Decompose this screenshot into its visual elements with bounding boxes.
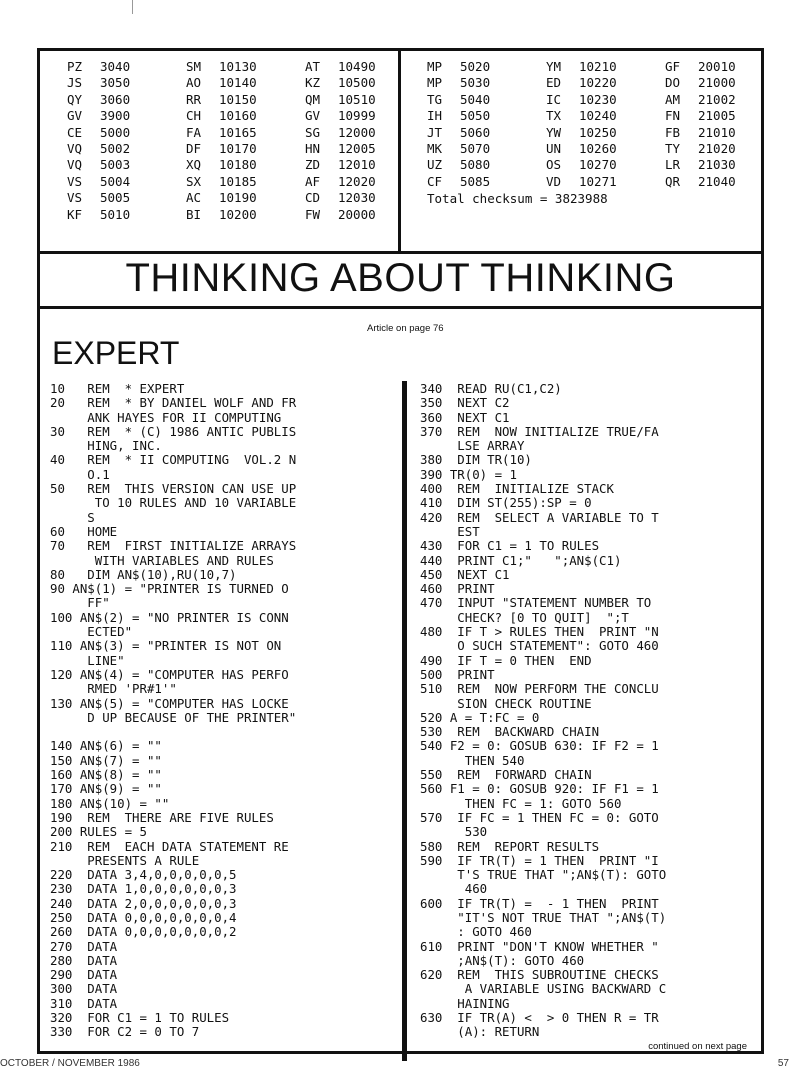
checksum-code: DF — [186, 141, 202, 157]
program-title: EXPERT — [52, 335, 180, 371]
code-line: A VARIABLE USING BACKWARD C — [420, 981, 667, 997]
checksum-line-number: 21000 — [698, 75, 736, 91]
checksum-row — [427, 108, 784, 124]
checksum-line-number: 10170 — [219, 141, 257, 157]
code-line: 210 REM EACH DATA STATEMENT RE — [50, 838, 289, 854]
code-line: 350 NEXT C2 — [420, 395, 510, 411]
code-line: CHECK? [0 TO QUIT] ";T — [420, 609, 629, 625]
code-line: LSE ARRAY — [420, 438, 525, 454]
checksum-code: GF — [665, 59, 681, 74]
code-column-right — [420, 382, 760, 1040]
code-line: "IT'S NOT TRUE THAT ";AN$(T) — [420, 909, 667, 925]
code-line: 540 F2 = 0: GOSUB 630: IF F2 = 1 — [420, 738, 659, 754]
code-line: 320 FOR C1 = 1 TO RULES — [50, 1010, 230, 1026]
checksum-code: PZ — [67, 59, 83, 74]
checksum-line-number: 12005 — [338, 141, 376, 157]
code-line: 80 DIM AN$(10),RU(10,7) — [50, 566, 237, 582]
checksum-line-number: 5080 — [460, 157, 491, 173]
code-line: 590 IF TR(T) = 1 THEN PRINT "I — [420, 852, 659, 868]
checksum-line-number: 10185 — [219, 173, 257, 189]
checksum-code: HN — [305, 141, 321, 157]
checksum-code: YM — [546, 59, 562, 74]
code-line: 310 DATA — [50, 995, 118, 1011]
code-line: 260 DATA 0,0,0,0,0,0,0,2 — [50, 924, 237, 940]
code-line: 580 REM REPORT RESULTS — [420, 838, 600, 854]
code-line: 230 DATA 1,0,0,0,0,0,0,3 — [50, 881, 237, 897]
checksum-line-number: 10210 — [579, 59, 617, 74]
total-checksum: Total checksum = 3823988 — [427, 191, 608, 206]
checksum-row — [427, 174, 784, 190]
checksum-code: IC — [546, 91, 562, 107]
section-title: THINKING ABOUT THINKING — [125, 256, 676, 300]
checksum-row — [67, 59, 424, 75]
checksum-line-number: 5030 — [460, 75, 491, 91]
code-line: 480 IF T > RULES THEN PRINT "N — [420, 624, 659, 640]
checksum-line-number: 5060 — [460, 124, 491, 140]
checksum-code: GV — [67, 108, 83, 124]
code-line: 600 IF TR(T) = - 1 THEN PRINT — [420, 895, 659, 911]
checksum-line-number: 5004 — [100, 173, 131, 189]
checksum-row — [67, 92, 424, 108]
checksum-row — [67, 207, 424, 223]
code-line: 40 REM * II COMPUTING VOL.2 N — [50, 452, 297, 468]
checksum-code: OS — [546, 157, 562, 173]
code-line: 370 REM NOW INITIALIZE TRUE/FA — [420, 423, 659, 439]
code-line: 30 REM * (C) 1986 ANTIC PUBLIS — [50, 423, 297, 439]
checksum-line-number: 5040 — [460, 91, 491, 107]
code-line: O.1 — [50, 466, 110, 482]
code-line: 250 DATA 0,0,0,0,0,0,0,4 — [50, 909, 237, 925]
checksum-code: LR — [665, 157, 681, 173]
checksum-line-number: 10500 — [338, 75, 376, 91]
code-line: 290 DATA — [50, 967, 118, 983]
code-line: 130 AN$(5) = "COMPUTER HAS LOCKE — [50, 695, 289, 711]
checksum-code: XQ — [186, 157, 202, 173]
footer-page-number: 57 — [777, 1058, 789, 1069]
section-title-banner — [37, 251, 764, 309]
checksum-code: AT — [305, 59, 321, 74]
checksum-code: RR — [186, 91, 202, 107]
checksum-grid-right — [427, 59, 784, 190]
checksum-code: BI — [186, 206, 202, 222]
checksum-line-number: 3050 — [100, 75, 131, 91]
checksum-line-number: 21030 — [698, 157, 736, 173]
code-line: 20 REM * BY DANIEL WOLF AND FR — [50, 395, 297, 411]
checksum-line-number: 10165 — [219, 124, 257, 140]
code-line: 570 IF FC = 1 THEN FC = 0: GOTO — [420, 809, 659, 825]
checksum-line-number: 10150 — [219, 91, 257, 107]
code-line: ;AN$(T): GOTO 460 — [420, 952, 585, 968]
checksum-code: CF — [427, 173, 443, 189]
code-line: 330 FOR C2 = 0 TO 7 — [50, 1024, 200, 1040]
checksum-line-number: 12000 — [338, 124, 376, 140]
checksum-line-number: 10200 — [219, 206, 257, 222]
checksum-line-number: 3040 — [100, 59, 131, 74]
code-line: HAINING — [420, 995, 510, 1011]
checksum-table-right — [398, 48, 764, 254]
checksum-line-number: 21010 — [698, 124, 736, 140]
checksum-code: VD — [546, 173, 562, 189]
checksum-line-number: 10250 — [579, 124, 617, 140]
checksum-code: KF — [67, 206, 83, 222]
checksum-grid-left — [67, 59, 424, 223]
code-line: (A): RETURN — [420, 1024, 540, 1040]
checksum-row — [427, 92, 784, 108]
checksum-row — [427, 157, 784, 173]
code-line: 170 AN$(9) = "" — [50, 781, 162, 797]
code-line: 90 AN$(1) = "PRINTER IS TURNED O — [50, 581, 289, 597]
code-line: FF" — [50, 595, 110, 611]
checksum-code: AO — [186, 75, 202, 91]
checksum-row — [427, 141, 784, 157]
code-line: HING, INC. — [50, 438, 162, 454]
checksum-line-number: 10230 — [579, 91, 617, 107]
code-line: 610 PRINT "DON'T KNOW WHETHER " — [420, 938, 659, 954]
code-line: 200 RULES = 5 — [50, 824, 147, 840]
code-line: 360 NEXT C1 — [420, 409, 510, 425]
code-line: 190 REM THERE ARE FIVE RULES — [50, 809, 274, 825]
code-line: 630 IF TR(A) < > 0 THEN R = TR — [420, 1010, 659, 1026]
checksum-row — [427, 125, 784, 141]
code-line: 460 — [420, 881, 488, 897]
checksum-row — [67, 141, 424, 157]
page-edge-mark — [132, 0, 133, 14]
code-line: 110 AN$(3) = "PRINTER IS NOT ON — [50, 638, 282, 654]
code-line: 560 F1 = 0: GOSUB 920: IF F1 = 1 — [420, 781, 659, 797]
column-divider — [402, 381, 407, 1061]
code-line: 460 PRINT — [420, 581, 495, 597]
code-line: 160 AN$(8) = "" — [50, 767, 162, 783]
checksum-line-number: 21040 — [698, 173, 736, 189]
code-line: ECTED" — [50, 624, 133, 640]
checksum-code: UN — [546, 141, 562, 157]
code-line: 50 REM THIS VERSION CAN USE UP — [50, 481, 297, 497]
checksum-code: ED — [546, 75, 562, 91]
code-line: : GOTO 460 — [420, 924, 532, 940]
code-line: 60 HOME — [50, 523, 118, 539]
code-line: 400 REM INITIALIZE STACK — [420, 481, 614, 497]
checksum-code: CH — [186, 108, 202, 124]
code-line: 150 AN$(7) = "" — [50, 752, 162, 768]
checksum-line-number: 5002 — [100, 141, 131, 157]
code-line: PRESENTS A RULE — [50, 852, 200, 868]
code-line: 430 FOR C1 = 1 TO RULES — [420, 538, 600, 554]
checksum-table-left — [37, 48, 402, 254]
checksum-line-number: 10220 — [579, 75, 617, 91]
checksum-row — [427, 75, 784, 91]
checksum-line-number: 20010 — [698, 59, 736, 74]
checksum-code: MP — [427, 59, 443, 74]
code-line: EST — [420, 523, 480, 539]
code-line: 420 REM SELECT A VARIABLE TO T — [420, 509, 659, 525]
checksum-line-number: 21005 — [698, 108, 736, 124]
checksum-code: QM — [305, 91, 321, 107]
checksum-line-number: 21020 — [698, 141, 736, 157]
code-line: 390 TR(0) = 1 — [420, 466, 517, 482]
checksum-code: FA — [186, 124, 202, 140]
checksum-line-number: 3060 — [100, 91, 131, 107]
code-line: WITH VARIABLES AND RULES — [50, 552, 274, 568]
checksum-line-number: 3900 — [100, 108, 131, 124]
checksum-code: KZ — [305, 75, 321, 91]
checksum-code: IH — [427, 108, 443, 124]
checksum-code: MP — [427, 75, 443, 91]
code-line: 140 AN$(6) = "" — [50, 738, 162, 754]
checksum-line-number: 12020 — [338, 173, 376, 189]
code-line: 70 REM FIRST INITIALIZE ARRAYS — [50, 538, 297, 554]
article-reference: Article on page 76 — [367, 323, 444, 334]
checksum-line-number: 10240 — [579, 108, 617, 124]
code-line: SION CHECK ROUTINE — [420, 695, 592, 711]
code-line: THEN FC = 1: GOTO 560 — [420, 795, 622, 811]
checksum-line-number: 5085 — [460, 173, 491, 189]
checksum-code: JS — [67, 75, 83, 91]
code-line: 620 REM THIS SUBROUTINE CHECKS — [420, 967, 659, 983]
checksum-line-number: 12010 — [338, 157, 376, 173]
checksum-code: SX — [186, 173, 202, 189]
checksum-code: AC — [186, 190, 202, 206]
code-line: 500 PRINT — [420, 666, 495, 682]
checksum-code: QR — [665, 173, 681, 189]
checksum-line-number: 5003 — [100, 157, 131, 173]
code-line: RMED 'PR#1'" — [50, 681, 177, 697]
checksum-code: SG — [305, 124, 321, 140]
code-column-left — [50, 382, 395, 1040]
checksum-code: JT — [427, 124, 443, 140]
checksum-row — [67, 75, 424, 91]
checksum-line-number: 10271 — [579, 173, 617, 189]
checksum-code: DO — [665, 75, 681, 91]
checksum-line-number: 10140 — [219, 75, 257, 91]
checksum-line-number: 10180 — [219, 157, 257, 173]
code-line: 100 AN$(2) = "NO PRINTER IS CONN — [50, 609, 289, 625]
checksum-line-number: 10160 — [219, 108, 257, 124]
code-line: ANK HAYES FOR II COMPUTING — [50, 409, 282, 425]
checksum-code: VQ — [67, 141, 83, 157]
code-line: 530 REM BACKWARD CHAIN — [420, 724, 600, 740]
code-line: 340 READ RU(C1,C2) — [420, 381, 562, 396]
checksum-code: FW — [305, 206, 321, 222]
checksum-code: ZD — [305, 157, 321, 173]
checksum-code: CD — [305, 190, 321, 206]
checksum-line-number: 10270 — [579, 157, 617, 173]
code-line: 120 AN$(4) = "COMPUTER HAS PERFO — [50, 666, 289, 682]
checksum-code: CE — [67, 124, 83, 140]
code-line: S — [50, 509, 95, 525]
checksum-line-number: 5010 — [100, 206, 131, 222]
code-line: 490 IF T = 0 THEN END — [420, 652, 592, 668]
footer-date: OCTOBER / NOVEMBER 1986 — [0, 1058, 140, 1069]
checksum-line-number: 5005 — [100, 190, 131, 206]
code-line: TO 10 RULES AND 10 VARIABLE — [50, 495, 297, 511]
checksum-line-number: 20000 — [338, 206, 376, 222]
code-line: 10 REM * EXPERT — [50, 381, 185, 396]
checksum-code: AM — [665, 91, 681, 107]
checksum-line-number: 5050 — [460, 108, 491, 124]
checksum-line-number: 10130 — [219, 59, 257, 74]
code-line: 470 INPUT "STATEMENT NUMBER TO — [420, 595, 652, 611]
checksum-code: VQ — [67, 157, 83, 173]
checksum-code: VS — [67, 190, 83, 206]
code-line: 270 DATA — [50, 938, 118, 954]
checksum-code: TY — [665, 141, 681, 157]
code-line: 240 DATA 2,0,0,0,0,0,0,3 — [50, 895, 237, 911]
checksum-row — [67, 190, 424, 206]
code-line: 220 DATA 3,4,0,0,0,0,0,5 — [50, 867, 237, 883]
checksum-line-number: 10999 — [338, 108, 376, 124]
checksum-code: TX — [546, 108, 562, 124]
checksum-line-number: 10490 — [338, 59, 376, 74]
checksum-line-number: 10190 — [219, 190, 257, 206]
checksum-line-number: 5020 — [460, 59, 491, 74]
code-line: 510 REM NOW PERFORM THE CONCLU — [420, 681, 659, 697]
code-line: 550 REM FORWARD CHAIN — [420, 767, 592, 783]
checksum-code: UZ — [427, 157, 443, 173]
checksum-code: GV — [305, 108, 321, 124]
checksum-code: FN — [665, 108, 681, 124]
code-line — [50, 725, 395, 739]
checksum-code: YW — [546, 124, 562, 140]
checksum-line-number: 10510 — [338, 91, 376, 107]
checksum-code: TG — [427, 91, 443, 107]
checksum-code: SM — [186, 59, 202, 74]
code-line: O SUCH STATEMENT": GOTO 460 — [420, 638, 659, 654]
checksum-row — [427, 59, 784, 75]
checksum-row — [67, 174, 424, 190]
checksum-line-number: 5070 — [460, 141, 491, 157]
code-line: 520 A = T:FC = 0 — [420, 709, 540, 725]
code-line: 410 DIM ST(255):SP = 0 — [420, 495, 592, 511]
checksum-row — [67, 157, 424, 173]
code-line: 180 AN$(10) = "" — [50, 795, 170, 811]
code-line: 450 NEXT C1 — [420, 566, 510, 582]
program-listing — [37, 306, 764, 1054]
code-line: 440 PRINT C1;" ";AN$(C1) — [420, 552, 622, 568]
checksum-code: MK — [427, 141, 443, 157]
continued-note: continued on next page — [648, 1041, 747, 1052]
code-line: 530 — [420, 824, 488, 840]
checksum-row — [67, 108, 424, 124]
code-line: 300 DATA — [50, 981, 118, 997]
checksum-line-number: 21002 — [698, 91, 736, 107]
code-line: T'S TRUE THAT ";AN$(T): GOTO — [420, 867, 667, 883]
checksum-code: QY — [67, 91, 83, 107]
code-line: 280 DATA — [50, 952, 118, 968]
checksum-line-number: 5000 — [100, 124, 131, 140]
checksum-code: VS — [67, 173, 83, 189]
code-line: THEN 540 — [420, 752, 525, 768]
code-line: 380 DIM TR(10) — [420, 452, 532, 468]
checksum-row — [67, 125, 424, 141]
code-line: D UP BECAUSE OF THE PRINTER" — [50, 709, 297, 725]
checksum-code: FB — [665, 124, 681, 140]
code-line: LINE" — [50, 652, 125, 668]
checksum-line-number: 10260 — [579, 141, 617, 157]
checksum-line-number: 12030 — [338, 190, 376, 206]
checksum-code: AF — [305, 173, 321, 189]
